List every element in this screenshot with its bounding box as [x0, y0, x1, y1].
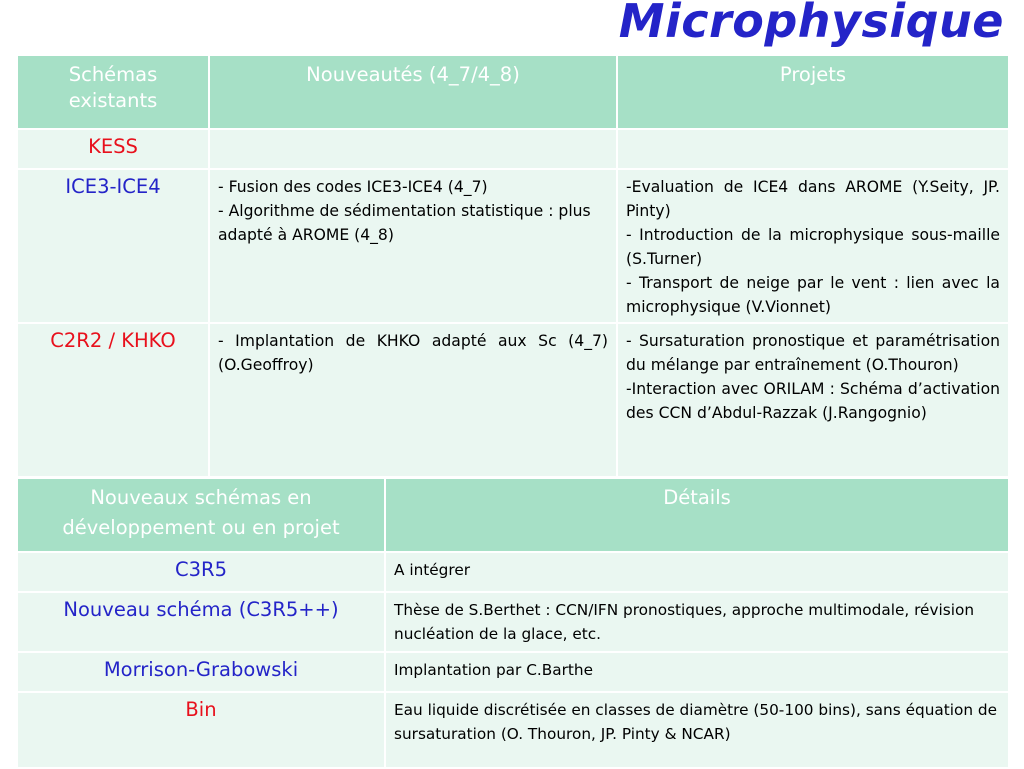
scheme-name: Morrison-Grabowski [17, 652, 385, 692]
projet-item: - Transport de neige par le vent : lien avec la microphysique (V.Vionnet) [626, 274, 1000, 316]
table-header-row [17, 478, 1009, 552]
existing-schemes-table [16, 54, 1010, 478]
scheme-name: ICE3-ICE4 [17, 169, 209, 323]
header-details: Détails [385, 478, 1009, 552]
scheme-name: Bin [17, 692, 385, 768]
details-cell: A intégrer [385, 552, 1009, 592]
projet-item: -Evaluation de ICE4 dans AROME (Y.Seity, JP. Pinty) [626, 178, 1000, 220]
new-schemes-table [16, 477, 1010, 769]
details-cell: Thèse de S.Berthet : CCN/IFN pronostiques, approche multimodale, révision nucléation de la glace, etc. [385, 592, 1009, 652]
projet-item: - Introduction de la microphysique sous-maille (S.Turner) [626, 226, 1000, 268]
header-schemas-existants: Schémas existants [17, 55, 209, 129]
scheme-name: C3R5 [17, 552, 385, 592]
nouveaute-item: - Implantation de KHKO adapté aux Sc (4_7) (O.Geoffroy) [218, 332, 608, 374]
header-projets: Projets [617, 55, 1009, 129]
nouveaute-item: - Algorithme de sédimentation statistique : plus adapté à AROME (4_8) [218, 202, 591, 244]
table-row [17, 129, 1009, 169]
projets-cell [617, 169, 1009, 323]
nouveautes-cell [209, 169, 617, 323]
projet-item: - Sursaturation pronostique et paramétrisation du mélange par entraînement (O.Thouron) [626, 332, 1000, 374]
details-cell: Eau liquide discrétisée en classes de diamètre (50-100 bins), sans équation de sursaturation (O. Thouron, JP. Pinty & NCAR) [385, 692, 1009, 768]
header-nouveaux-schemas: Nouveaux schémas en développement ou en projet [17, 478, 385, 552]
nouveautes-cell [209, 323, 617, 477]
nouveautes-cell [209, 129, 617, 169]
table-header-row [17, 55, 1009, 129]
table-row [17, 652, 1009, 692]
projets-cell [617, 323, 1009, 477]
table-row [17, 592, 1009, 652]
projets-cell [617, 129, 1009, 169]
page-title: Microphysique [618, 0, 1004, 48]
scheme-name: Nouveau schéma (C3R5++) [17, 592, 385, 652]
table-row [17, 552, 1009, 592]
details-cell: Implantation par C.Barthe [385, 652, 1009, 692]
table-row [17, 169, 1009, 323]
header-nouveautes: Nouveautés (4_7/4_8) [209, 55, 617, 129]
scheme-name: C2R2 / KHKO [17, 323, 209, 477]
scheme-name: KESS [17, 129, 209, 169]
table-row [17, 323, 1009, 477]
table-row [17, 692, 1009, 768]
nouveaute-item: - Fusion des codes ICE3-ICE4 (4_7) [218, 178, 488, 196]
projet-item: -Interaction avec ORILAM : Schéma d’activation des CCN d’Abdul-Razzak (J.Rangognio) [626, 380, 1000, 422]
